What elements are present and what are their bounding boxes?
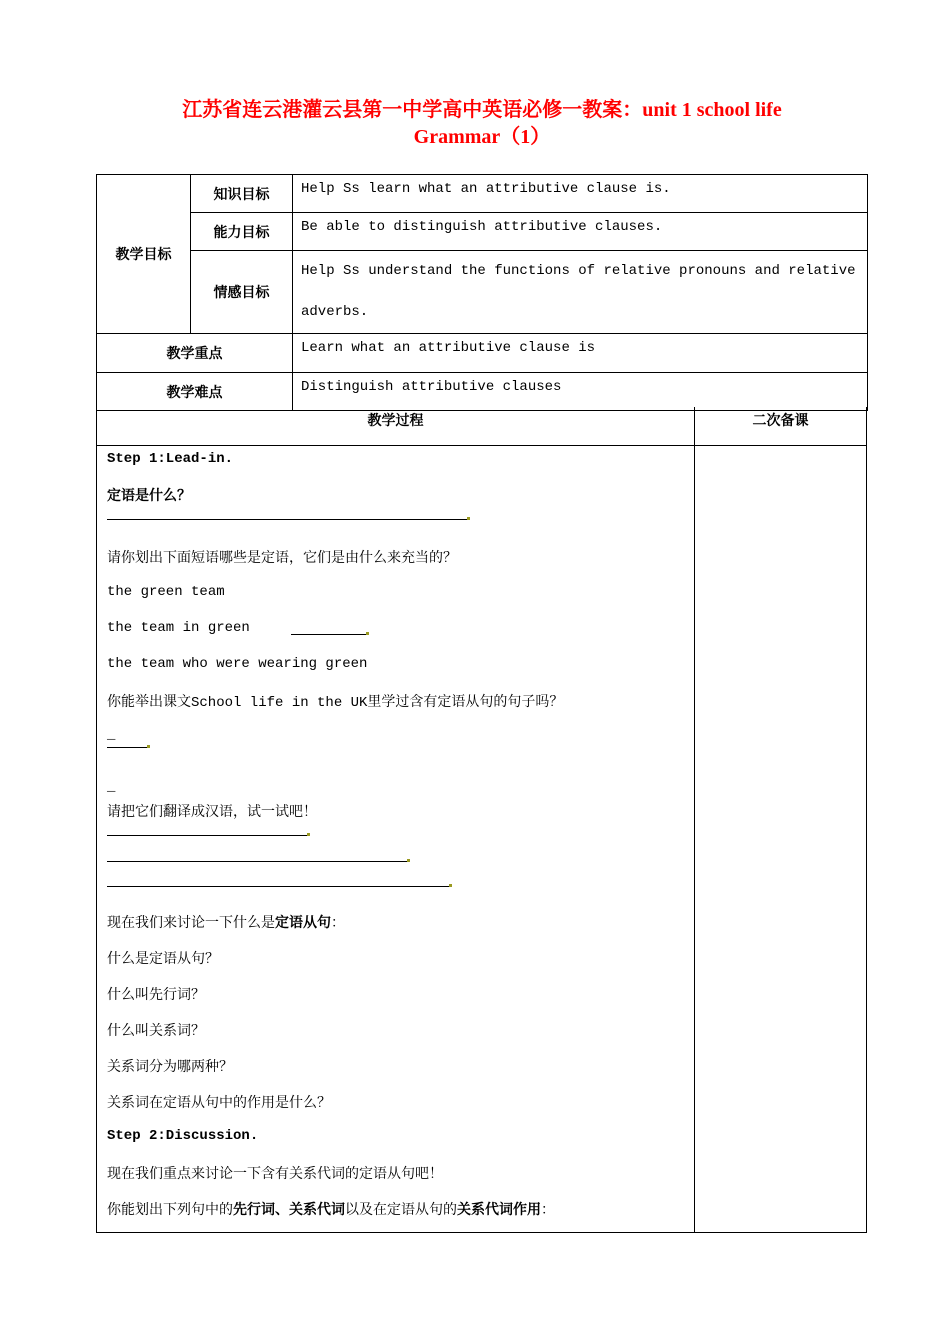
difficulty-label: 教学难点	[97, 373, 293, 411]
instruction-text: 以及在定语从句的	[345, 1202, 457, 1218]
emotion-goal-line-1: Help Ss understand the functions of relative pronouns and relative	[301, 263, 856, 279]
difficulty-value: Distinguish attributive clauses	[293, 373, 868, 411]
discussion-intro-text: 现在我们来讨论一下什么是	[107, 915, 275, 931]
knowledge-goal-label: 知识目标	[191, 175, 293, 213]
title-line-2: Grammar（1）	[413, 126, 551, 148]
discussion-intro-colon: ：	[331, 915, 345, 931]
instruction-separator: 、	[275, 1202, 289, 1218]
ability-goal-label: 能力目标	[191, 213, 293, 251]
revision-header: 二次备课	[752, 413, 809, 429]
emotion-goal-value	[293, 251, 868, 334]
knowledge-goal-value: Help Ss learn what an attributive clause is.	[293, 175, 868, 213]
page-title	[96, 97, 868, 151]
discussion-question: 什么叫关系词？	[107, 1023, 205, 1039]
discussion-intro-term: 定语从句	[275, 915, 331, 931]
blank-marker	[407, 859, 410, 862]
lesson-plan-table	[96, 174, 868, 411]
column-divider	[694, 407, 695, 1232]
answer-blank	[107, 835, 307, 836]
instruction-text: 你能划出下列句中的	[107, 1202, 233, 1218]
blank-marker	[147, 745, 150, 748]
focus-relative-pronouns: 现在我们重点来讨论一下含有关系代词的定语从句吧！	[107, 1166, 443, 1182]
answer-blank	[107, 861, 407, 862]
key-point-label: 教学重点	[97, 334, 293, 373]
dash-mark: _	[107, 727, 116, 743]
ability-goal-value: Be able to distinguish attributive clauses.	[293, 213, 868, 251]
header-divider	[97, 445, 866, 446]
instruction-colon: ：	[541, 1202, 555, 1218]
answer-blank	[107, 747, 147, 748]
blank-marker	[307, 833, 310, 836]
example-phrase: the team in green	[107, 620, 250, 636]
instruction-mark-attributives: 请你划出下面短语哪些是定语，它们是由什么来充当的？	[107, 550, 457, 566]
answer-blank	[291, 634, 366, 635]
blank-marker	[467, 517, 470, 520]
question-what-attributive: 定语是什么？	[107, 488, 191, 504]
process-header: 教学过程	[367, 413, 424, 429]
emotion-goal-label: 情感目标	[191, 251, 293, 334]
discussion-question: 什么叫先行词？	[107, 987, 205, 1003]
instruction-term-relative-pronoun: 关系代词	[289, 1202, 345, 1218]
objectives-section-label: 教学目标	[97, 175, 191, 334]
process-section	[96, 407, 867, 1233]
dash-mark: _	[107, 779, 116, 795]
blank-marker	[449, 884, 452, 887]
discussion-question: 关系词分为哪两种？	[107, 1059, 233, 1075]
key-point-value: Learn what an attributive clause is	[293, 334, 868, 373]
instruction-term-function: 关系代词作用	[457, 1202, 541, 1218]
title-line-1: 江苏省连云港灌云县第一中学高中英语必修一教案：unit 1 school life	[182, 99, 782, 121]
emotion-goal-line-2: adverbs.	[301, 304, 369, 320]
example-phrase: the green team	[107, 584, 225, 600]
discussion-question: 什么是定语从句？	[107, 951, 219, 967]
discussion-intro	[107, 912, 345, 932]
blank-marker	[366, 632, 369, 635]
instruction-term-antecedent: 先行词	[233, 1202, 275, 1218]
example-phrase: the team who were wearing green	[107, 656, 368, 672]
instruction-translate: 请把它们翻译成汉语，试一试吧！	[107, 804, 317, 820]
answer-blank	[107, 519, 467, 520]
question-text-examples: 你能举出课文School life in the UK里学过含有定语从句的句子吗？	[107, 695, 564, 711]
discussion-question: 关系词在定语从句中的作用是什么？	[107, 1095, 331, 1111]
step2-heading: Step 2:Discussion.	[107, 1128, 259, 1144]
step1-heading: Step 1:Lead-in.	[107, 451, 234, 467]
answer-blank	[107, 886, 449, 887]
instruction-mark-sentences	[107, 1199, 555, 1219]
